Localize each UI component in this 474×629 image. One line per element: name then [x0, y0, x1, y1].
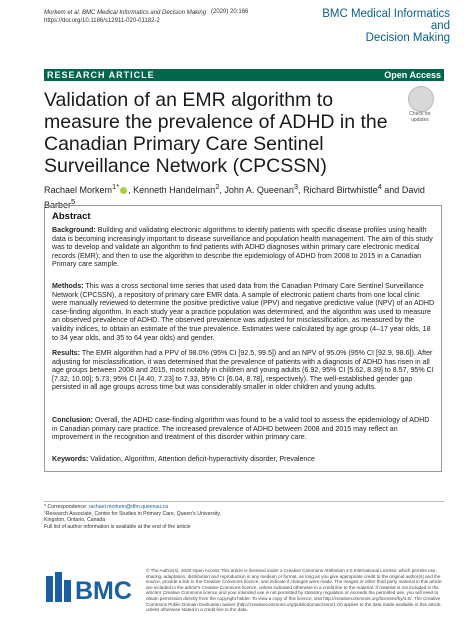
citation-text: Morkem et al. BMC Medical Informatics and Decision Making: [44, 10, 207, 16]
abstract-results: Results: The EMR algorithm had a PPV of 98.0% (95% CI [92.5, 99.5]) and an NPV of 95.0% (95% CI [92.9, 98.6]). After adjusting for misclassification, it was determined that the prevalence of patients with a diagnosis of ADHD has risen in all age groups between 2008 and 2015, most notably in children and young adults (6.92, 95% CI [5.62, 8.39] to 8.57, 95% CI [7.32, 10.00]; 5.73, 95% CI [4.40, 7.23] to 7.33, 95% CI [6.04, 8.78], respectively). The well-established gender gap persisted in all age groups across time but was considerably smaller in older children and young adults.: [52, 349, 434, 392]
article-title: Validation of an EMR algorithm to measure the prevalence of ADHD in the Canadian Primary Care Sentinel Surveillance Network (CPCSSN): [44, 89, 388, 177]
footnote-divider: [44, 501, 444, 502]
author-list: Rachael Morkem$^{1*}$ , Kenneth Handelman$^2$, John A. Queenan$^3$, Richard Birtwhistle$^4$ and David Barber$^5$: [44, 182, 425, 210]
doi-link[interactable]: https://doi.org/10.1186/s12911-020-01182-2: [44, 18, 160, 24]
abstract-background: Background: Building and validating electronic algorithms to identify patients with specific disease profiles using health data is becoming increasingly important to disease surveillance and population health management. The aim of this study was to develop and validate an algorithm to find patients with ADHD diagnoses within primary care electronic medical records (EMR); and then to use the algorithm to describe the epidemiology of ADHD from 2008 to 2015 in a Canadian Primary care sample.: [52, 226, 433, 269]
bmc-logo: [45, 569, 140, 607]
check-updates-icon: [408, 86, 434, 112]
journal-name: [300, 8, 450, 44]
journal-name-line1: BMC Medical Informatics and: [322, 8, 450, 32]
journal-name-line2: Decision Making: [365, 32, 450, 44]
bmc-logo-text: BMC: [75, 577, 132, 605]
orcid-icon[interactable]: [120, 187, 127, 194]
abstract-heading: Abstract: [52, 211, 91, 222]
correspondence-email-link[interactable]: rachael.morkem@dfm.queensu.ca: [88, 504, 169, 510]
running-header: [44, 9, 206, 25]
author-name: Rachael Morkem: [44, 185, 113, 195]
volume-ref: (2020) 20:166: [211, 9, 249, 15]
abstract-keywords: Keywords: Validation, Algorithm, Attention deficit-hyperactivity disorder, Prevalence: [52, 455, 315, 463]
bmc-logo-icon: [45, 569, 140, 607]
abstract-methods: Methods: This was a cross sectional time series that used data from the Canadian Primary Care Sentinel Surveillance Network (CPCSSN), a repository of primary care EMR data. A sample of electronic patient charts from one local clinic were manually reviewed to determine the positive predictive value (PPV) and negative predictive value (NPV) of an ADHD case-finding algorithm. In each study year a practice population was determined, and the algorithm was used to measure an observed prevalence of ADHD. The observed prevalence was adjusted for misclassification, as measured by the validity indices, to obtain an estimate of the true prevalence. Estimates were calculated by age group (4–17 year olds, 18 to 34 year olds, and 35 to 64 year olds) and gender.: [52, 282, 435, 342]
open-access-label: Open Access: [384, 70, 441, 80]
article-type-label: RESEARCH ARTICLE: [47, 70, 155, 80]
license-text: © The Author(s). 2020 Open Access This article is licensed under a Creative Commons Attribution 4.0 International License, which permits use, sharing, adaptation, distribution and reproduction in any medium or format, as long as you give appropriate credit to the original author(s) and the source, provide a link to the Creative Commons licence, and indicate if changes were made. The images or other third party material in this article are included in the article's Creative Commons licence, unless indicated otherwise in a credit line to the material. If material is not included in the article's Creative Commons licence and your intended use is not permitted by statutory regulation or exceeds the permitted use, you will need to obtain permission directly from the copyright holder. To view a copy of this licence, visit http://creativecommons.org/licenses/by/4.0/. The Creative Commons Public Domain Dedication waiver (http://creativecommons.org/publicdomain/zero/1.0/) applies to the data made available in this article, unless otherwise stated in a credit line to the data.: [146, 568, 442, 613]
affiliation-note: ¹Research Associate, Centre for Studies in Primary Care, Queen's University, Kingston, Ontario, Canada Full list of author information is available at the end of the article: [44, 511, 222, 530]
check-for-updates-badge[interactable]: [400, 86, 440, 126]
correspondence-note: * Correspondence: rachael.morkem@dfm.queensu.ca: [44, 504, 169, 510]
check-updates-label: Check for updates: [409, 111, 431, 123]
abstract-conclusion: Conclusion: Overall, the ADHD case-finding algorithm was found to be a valid tool to assess the epidemiology of ADHD in Canadian primary care practice. The increased prevalence of ADHD between 2008 and 2015 may reflect an improvement in the recognition and treatment of this disorder within primary care.: [52, 416, 430, 442]
